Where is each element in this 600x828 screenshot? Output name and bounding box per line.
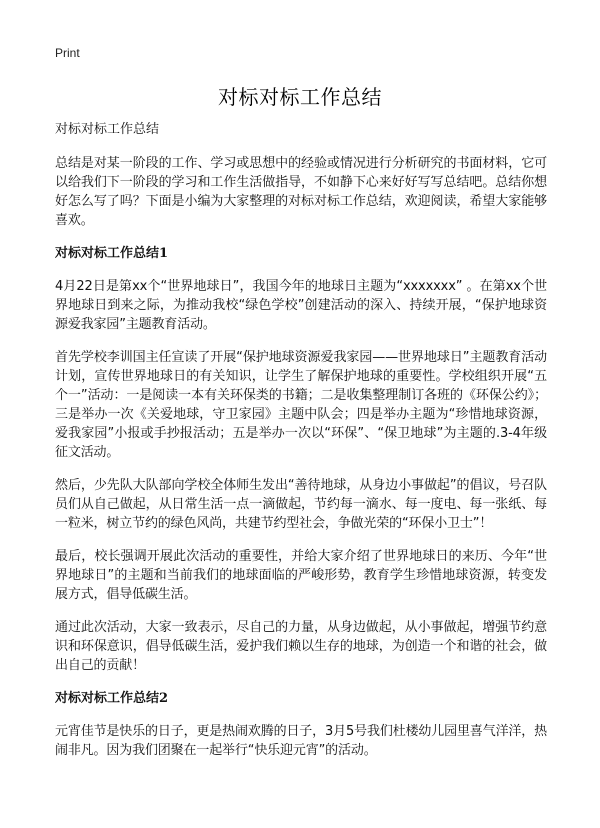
section-2-heading: 对标对标工作总结2 <box>55 691 169 706</box>
section-1-paragraph: 然后，少先队大队部向学校全体师生发出“善待地球，从身边小事做起”的倡议，号召队员们从自己做起，从日常生活一点一滴做起，节约每一滴水、每一度电、每一张纸、每一粒米，树立节约的绿色风尚，共建节约型社会，争做光荣的“环保小卫士”！ <box>55 478 547 531</box>
print-link[interactable]: Print <box>55 46 80 60</box>
page-title: 对标对标工作总结 <box>218 85 382 109</box>
section-1-paragraph: 4月22日是第xx个“世界地球日”，我国今年的地球日主题为“xxxxxxx” 。在第xx个世界地球日到来之际，为推动我校“绿色学校”创建活动的深入、持续开展，“保护地球资源爱我家园”主题教育活动。 <box>55 279 547 332</box>
document-subtitle: 对标对标工作总结 <box>55 122 160 137</box>
document-body <box>55 120 547 774</box>
section-1-heading: 对标对标工作总结1 <box>55 246 169 261</box>
section-1-paragraph: 首先学校李训国主任宣读了开展“保护地球资源爱我家园——世界地球日”主题教育活动计划，宣传世界地球日的有关知识，让学生了解保护地球的重要性。学校组织开展“五个一”活动：一是阅读一本有关环保类的书籍；二是收集整理制订各班的《环保公约》；三是举办一次《关爱地球，守卫家园》主题中队会；四是举办主题为“珍惜地球资源，爱我家园”小报或手抄报活动；五是举办一次以“环保”、“保卫地球”为主题的.3-4年级征文活动。 <box>55 350 547 460</box>
section-1-paragraph: 通过此次活动，大家一致表示，尽自己的力量，从身边做起，从小事做起，增强节约意识和环保意识，倡导低碳生活，爱护我们赖以生存的地球，为创造一个和谐的社会，做出自己的贡献！ <box>55 620 547 673</box>
section-1-paragraph: 最后，校长强调开展此次活动的重要性，并给大家介绍了世界地球日的来历、今年“世界地球日”的主题和当前我们的地球面临的严峻形势，教育学生珍惜地球资源，转变发展方式，倡导低碳生活。 <box>55 549 547 602</box>
section-2-paragraph: 元宵佳节是快乐的日子，更是热闹欢腾的日子，3月5号我们杜楼幼儿园里喜气洋洋，热闹非凡。因为我们团聚在一起举行“快乐迎元宵”的活动。 <box>55 724 547 758</box>
intro-paragraph: 总结是对某一阶段的工作、学习或思想中的经验或情况进行分析研究的书面材料，它可以给我们下一阶段的学习和工作生活做指导，不如静下心来好好写写总结吧。总结你想好怎么写了吗？下面是小编为大家整理的对标对标工作总结，欢迎阅读，希望大家能够喜欢。 <box>55 156 547 228</box>
